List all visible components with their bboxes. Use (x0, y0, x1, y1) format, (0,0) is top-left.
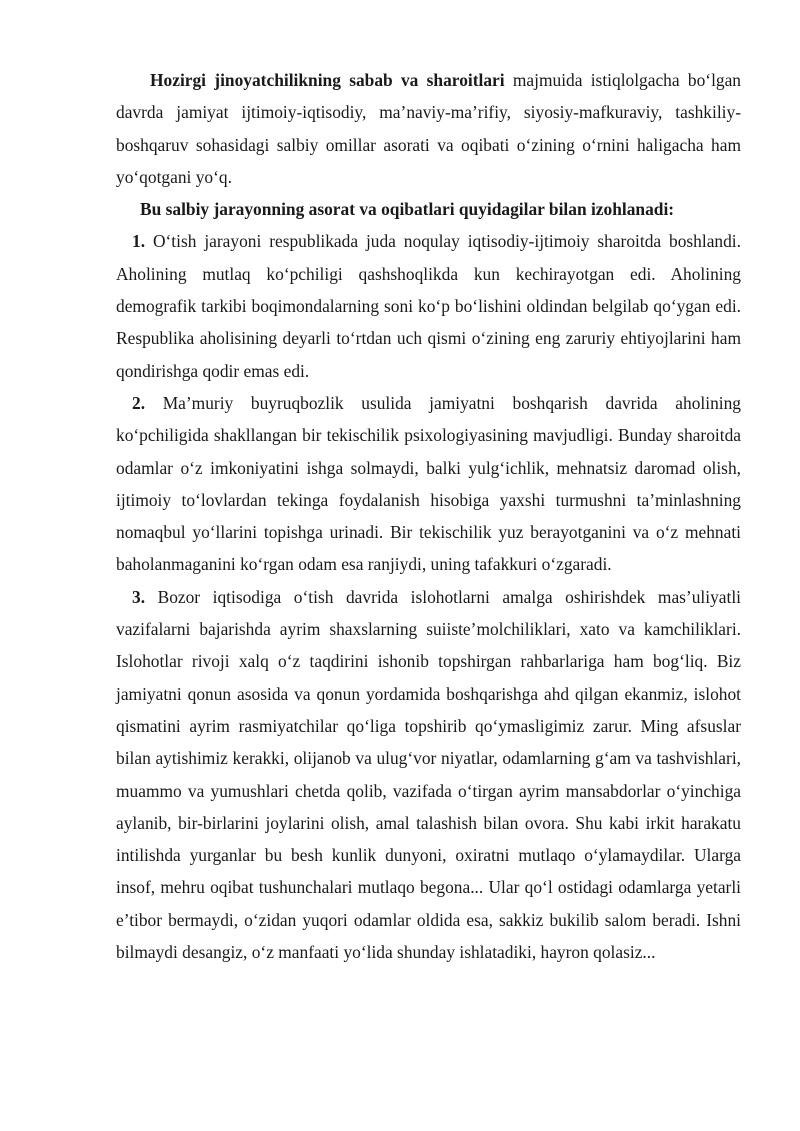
section-heading: Bu salbiy jarayonning asorat va oqibatlari quyidagilar bilan izohlanadi: (140, 199, 675, 220)
list-item-2 (116, 387, 741, 581)
intro-paragraph (116, 64, 741, 193)
intro-bold-phrase: Hozirgi jinoyatchilikning sabab va sharoitlari (150, 70, 505, 90)
intro-text: majmuida istiqlolgacha bo‘lgan davrda jamiyat ijtimoiy-iqtisodiy, ma’naviy-ma’rifiy, siyosiy-mafkuraviy, tashkiliy-boshqaruv sohasidagi salbiy omillar asorati va oqibati o‘zining o‘rnini haligacha ham yo‘qotgani yo‘q. (116, 70, 742, 187)
list-item-1 (116, 225, 741, 386)
item-number: 3. (132, 586, 146, 607)
item-text: O‘tish jarayoni respublikada juda noqulay iqtisodiy-ijtimoiy sharoitda boshlandi. Aholining mutlaq ko‘pchiligi qashshoqlikda kun kechirayotgan edi. Aholining demografik tarkibi boqimondalarning soni ko‘p bo‘lishini oldindan belgilab qo‘ygan edi. Respublika aholisining deyarli to‘rtdan uch qismi o‘zining eng zaruriy ehtiyojlarini ham qondirishga qodir emas edi. (116, 231, 741, 381)
item-number: 1. (132, 231, 146, 252)
list-item-3 (116, 581, 741, 969)
item-number: 2. (132, 392, 146, 413)
document-page (116, 64, 741, 968)
item-text: Bozor iqtisodiga o‘tish davrida islohotlarni amalga oshirishdek mas’uliyatli vazifalarni bajarishda ayrim shaxslarning suiiste’molchiliklari, xato va kamchiliklari. Islohotlar rivoji xalq o‘z taqdirini ishonib topshirgan rahbarlariga ham bog‘liq. Biz jamiyatni qonun asosida va qonun yordamida boshqarishga ahd qilgan ekanmiz, islohot qismatini ayrim rasmiyatchilar qo‘liga topshirib qo‘ymasligimiz zarur. Ming afsuslar bilan aytishimiz kerakki, olijanob va ulug‘vor niyatlar, odamlarning g‘am va tashvishlari, muammo va yumushlari chetda qolib, vazifada o‘tirgan ayrim mansabdorlar o‘yinchiga aylanib, bir-birlarini joylarini olish, amal talashish bilan ovora. Shu kabi irkit harakatu intilishda yurganlar bu besh kunlik dunyoni, oxiratni mutlaqo o‘ylamaydilar. Ularga insof, mehru oqibat tushunchalari mutlaqo begona... Ular qo‘l ostidagi odamlarga yetarli e’tibor bermaydi, o‘zidan yuqori odamlar oldida esa, sakkiz bukilib salom beradi. Ishni bilmaydi desangiz, o‘z manfaati yo‘lida shunday ishlatadiki, hayron qolasiz... (116, 586, 741, 963)
item-text: Ma’muriy buyruqbozlik usulida jamiyatni boshqarish davrida aholining ko‘pchiligida shakllangan bir tekischilik psixologiyasining mavjudligi. Bunday sharoitda odamlar o‘z imkoniyatini ishga solmaydi, balki yulg‘ichlik, mehnatsiz daromad olish, ijtimoiy to‘lovlardan tekinga foydalanish hisobiga yaxshi turmushni ta’minlashning nomaqbul yo‘llarini topishga urinadi. Bir tekischilik yuz berayotganini va o‘z mehnati baholanmaganini ko‘rgan odam esa ranjiydi, uning tafakkuri o‘zgaradi. (116, 392, 741, 575)
